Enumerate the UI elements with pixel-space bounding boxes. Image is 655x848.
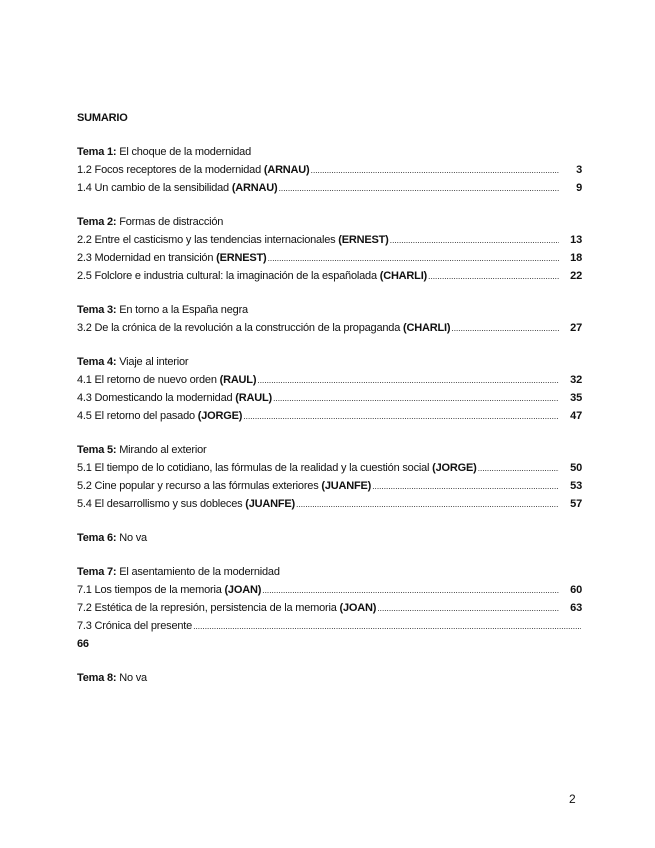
entry-title-text: 2.3 Modernidad en transición	[77, 252, 217, 264]
entry-page-number: 35	[570, 392, 582, 404]
entry-author: (RAUL)	[235, 392, 272, 404]
dot-leader	[428, 267, 559, 285]
dot-leader	[243, 407, 559, 425]
dot-leader	[257, 371, 559, 389]
entry-title	[77, 371, 256, 389]
entry-author: (JOAN)	[224, 584, 262, 596]
toc-sections	[77, 143, 582, 687]
toc-entry[interactable]	[77, 581, 582, 599]
section-heading	[77, 213, 582, 231]
toc-entry[interactable]	[77, 319, 582, 337]
entry-title-text: 1.2 Focos receptores de la modernidad	[77, 164, 264, 176]
section-label: Tema 7:	[77, 566, 117, 578]
entry-title-text: 4.5 El retorno del pasado	[77, 410, 198, 422]
entry-author: (JUANFE)	[245, 498, 296, 510]
entry-title	[77, 407, 242, 425]
section-heading	[77, 529, 582, 547]
entry-title	[77, 617, 192, 635]
section-heading	[77, 353, 582, 371]
section-heading	[77, 563, 582, 581]
entry-title-text: 4.1 El retorno de nuevo orden	[77, 374, 220, 386]
toc-section	[77, 563, 582, 653]
toc-entry[interactable]	[77, 249, 582, 267]
toc-entry[interactable]	[77, 267, 582, 285]
dot-leader	[311, 161, 559, 179]
entry-page-number: 18	[570, 252, 582, 264]
entry-title-text: 4.3 Domesticando la modernidad	[77, 392, 236, 404]
entry-author: (JOAN)	[339, 602, 377, 614]
toc-entry[interactable]	[77, 161, 582, 179]
section-heading-text: El asentamiento de la modernidad	[116, 566, 280, 578]
entry-title	[77, 389, 272, 407]
entry-page-number: 60	[570, 584, 582, 596]
entry-title-text: 7.3 Crónica del presente	[77, 620, 193, 632]
entry-page-number: 32	[570, 374, 582, 386]
entry-page-number: 9	[576, 182, 582, 194]
table-of-contents	[77, 109, 582, 703]
entry-title	[77, 249, 266, 267]
toc-entry[interactable]	[77, 371, 582, 389]
entry-title-text: 5.2 Cine popular y recurso a las fórmulas exteriores	[77, 480, 322, 492]
dot-leader	[193, 617, 581, 635]
entry-title	[77, 495, 295, 513]
entry-title-text: 7.2 Estética de la represión, persistencia de la memoria	[77, 602, 340, 614]
section-heading-text: El choque de la modernidad	[116, 146, 251, 158]
entry-title	[77, 161, 310, 179]
entry-page-number: 3	[576, 164, 582, 176]
dot-leader	[273, 389, 559, 407]
toc-section	[77, 441, 582, 513]
toc-section	[77, 143, 582, 197]
dot-leader	[377, 599, 559, 617]
entry-author: (ERNEST)	[338, 234, 389, 246]
section-heading	[77, 669, 582, 687]
toc-title: SUMARIO	[77, 112, 128, 124]
entry-page-number: 66	[77, 638, 89, 650]
section-heading	[77, 441, 582, 459]
toc-section	[77, 301, 582, 337]
toc-entry[interactable]	[77, 477, 582, 495]
section-heading-text: Viaje al interior	[116, 356, 189, 368]
entry-author: (JORGE)	[197, 410, 243, 422]
section-label: Tema 1:	[77, 146, 117, 158]
entry-title	[77, 319, 450, 337]
dot-leader	[478, 459, 559, 477]
entry-author: (CHARLI)	[379, 270, 428, 282]
entry-title	[77, 599, 376, 617]
entry-page-number: 50	[570, 462, 582, 474]
toc-entry[interactable]	[77, 617, 582, 635]
entry-page-number: 47	[570, 410, 582, 422]
section-heading-text: En torno a la España negra	[116, 304, 248, 316]
toc-section	[77, 669, 582, 687]
toc-entry[interactable]	[77, 389, 582, 407]
entry-title	[77, 459, 477, 477]
entry-page-number: 63	[570, 602, 582, 614]
entry-author: (ARNAU)	[263, 164, 310, 176]
dot-leader	[390, 231, 559, 249]
entry-title	[77, 267, 427, 285]
section-heading-text: No va	[116, 672, 147, 684]
entry-title	[77, 231, 389, 249]
section-label: Tema 8:	[77, 672, 117, 684]
entry-title	[77, 477, 371, 495]
entry-page-number: 53	[570, 480, 582, 492]
dot-leader	[372, 477, 559, 495]
entry-title-text: 5.1 El tiempo de lo cotidiano, las fórmulas de la realidad y la cuestión social	[77, 462, 433, 474]
section-heading-text: No va	[116, 532, 147, 544]
entry-author: (CHARLI)	[403, 322, 451, 334]
dot-leader	[451, 319, 559, 337]
toc-entry[interactable]	[77, 495, 582, 513]
section-label: Tema 2:	[77, 216, 117, 228]
entry-author: (ERNEST)	[216, 252, 267, 264]
entry-title-text: 2.5 Folclore e industria cultural: la imaginación de la españolada	[77, 270, 380, 282]
page-number: 2	[569, 792, 576, 806]
toc-entry[interactable]	[77, 407, 582, 425]
entry-page-number: 27	[570, 322, 582, 334]
section-heading-text: Formas de distracción	[116, 216, 224, 228]
dot-leader	[262, 581, 559, 599]
entry-author: (JORGE)	[432, 462, 477, 474]
entry-page-number: 22	[570, 270, 582, 282]
entry-title-text: 2.2 Entre el casticismo y las tendencias internacionales	[77, 234, 339, 246]
section-label: Tema 4:	[77, 356, 117, 368]
toc-section	[77, 213, 582, 285]
toc-section	[77, 353, 582, 425]
entry-title-text: 1.4 Un cambio de la sensibilidad	[77, 182, 232, 194]
entry-title	[77, 179, 278, 197]
entry-title-text: 3.2 De la crónica de la revolución a la construcción de la propaganda	[77, 322, 403, 334]
section-label: Tema 5:	[77, 444, 117, 456]
toc-entry[interactable]	[77, 179, 582, 197]
section-heading	[77, 301, 582, 319]
entry-author: (RAUL)	[219, 374, 257, 386]
toc-entry[interactable]	[77, 599, 582, 617]
entry-title-text: 7.1 Los tiempos de la memoria	[77, 584, 225, 596]
toc-entry[interactable]	[77, 459, 582, 477]
section-heading	[77, 143, 582, 161]
dot-leader	[296, 495, 559, 513]
section-label: Tema 6:	[77, 532, 117, 544]
entry-author: (ARNAU)	[231, 182, 278, 194]
entry-title	[77, 581, 261, 599]
toc-section	[77, 529, 582, 547]
entry-author: (JUANFE)	[321, 480, 372, 492]
entry-page-number: 57	[570, 498, 582, 510]
entry-title-text: 5.4 El desarrollismo y sus dobleces	[77, 498, 246, 510]
dot-leader	[267, 249, 559, 267]
toc-entry[interactable]	[77, 231, 582, 249]
dot-leader	[279, 179, 560, 197]
entry-page-number: 13	[570, 234, 582, 246]
section-label: Tema 3:	[77, 304, 117, 316]
section-heading-text: Mirando al exterior	[116, 444, 207, 456]
